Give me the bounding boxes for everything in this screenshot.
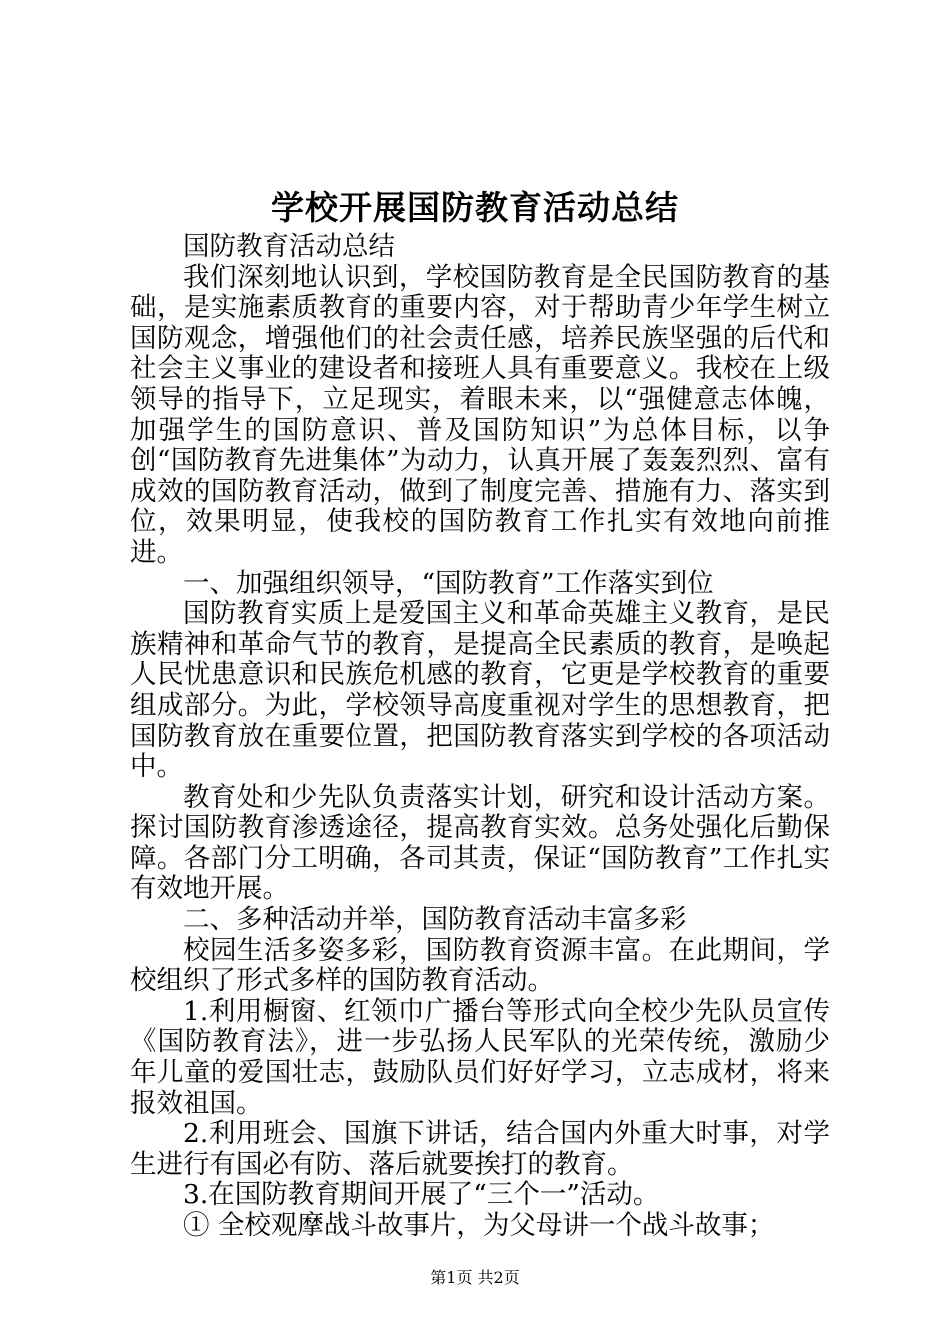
document-body (130, 232, 830, 1242)
paragraph-subtitle: 国防教育活动总结 (183, 231, 395, 262)
paragraph: 校园生活多姿多彩，国防教育资源丰富。在此期间，学校组织了形式多样的国防教育活动。 (130, 934, 830, 997)
paragraph-intro: 我们深刻地认识到，学校国防教育是全民国防教育的基础，是实施素质教育的重要内容，对于帮助青少年学生树立国防观念，增强他们的社会责任感，培养民族坚强的后代和社会主义事业的建设者和接班人具有重要意义。我校在上级领导的指导下，立足现实，着眼未来，以“强健意志体魄，加强学生的国防意识、普及国防知识”为总体目标，以争创“国防教育先进集体”为动力，认真开展了轰轰烈烈、富有成效的国防教育活动，做到了制度完善、措施有力、落实到位，效果明显，使我校的国防教育工作扎实有效地向前推进。 (130, 261, 830, 568)
document-title: 学校开展国防教育活动总结 (271, 188, 679, 227)
paragraph: 教育处和少先队负责落实计划，研究和设计活动方案。探讨国防教育渗透途径，提高教育实效。总务处强化后勤保障。各部门分工明确，各司其责，保证“国防教育”工作扎实有效地开展。 (130, 781, 830, 905)
list-item: 3.在国防教育期间开展了“三个一”活动。 (183, 1179, 660, 1211)
section-heading-1: 一、加强组织领导，“国防教育”工作落实到位 (183, 567, 714, 599)
list-item: ① 全校观摩战斗故事片，为父母讲一个战斗故事； (183, 1210, 775, 1241)
paragraph: 国防教育实质上是爱国主义和革命英雄主义教育，是民族精神和革命气节的教育，是提高全民素质的教育，是唤起人民忧患意识和民族危机感的教育，它更是学校教育的重要组成部分。为此，学校领导高度重视对学生的思想教育，把国防教育放在重要位置，把国防教育落实到学校的各项活动中。 (130, 598, 830, 783)
section-heading-2: 二、多种活动并举，国防教育活动丰富多彩 (183, 904, 687, 936)
page-footer: 第1页 共2页 (430, 1268, 520, 1287)
list-item: 2.利用班会、国旗下讲话，结合国内外重大时事，对学生进行有国必有防、落后就要挨打的教育。 (130, 1118, 830, 1180)
list-item: 1.利用橱窗、红领巾广播台等形式向全校少先队员宣传《国防教育法》，进一步弘扬人民军队的光荣传统，激励少年儿童的爱国壮志，鼓励队员们好好学习，立志成材，将来报效祖国。 (130, 995, 830, 1119)
